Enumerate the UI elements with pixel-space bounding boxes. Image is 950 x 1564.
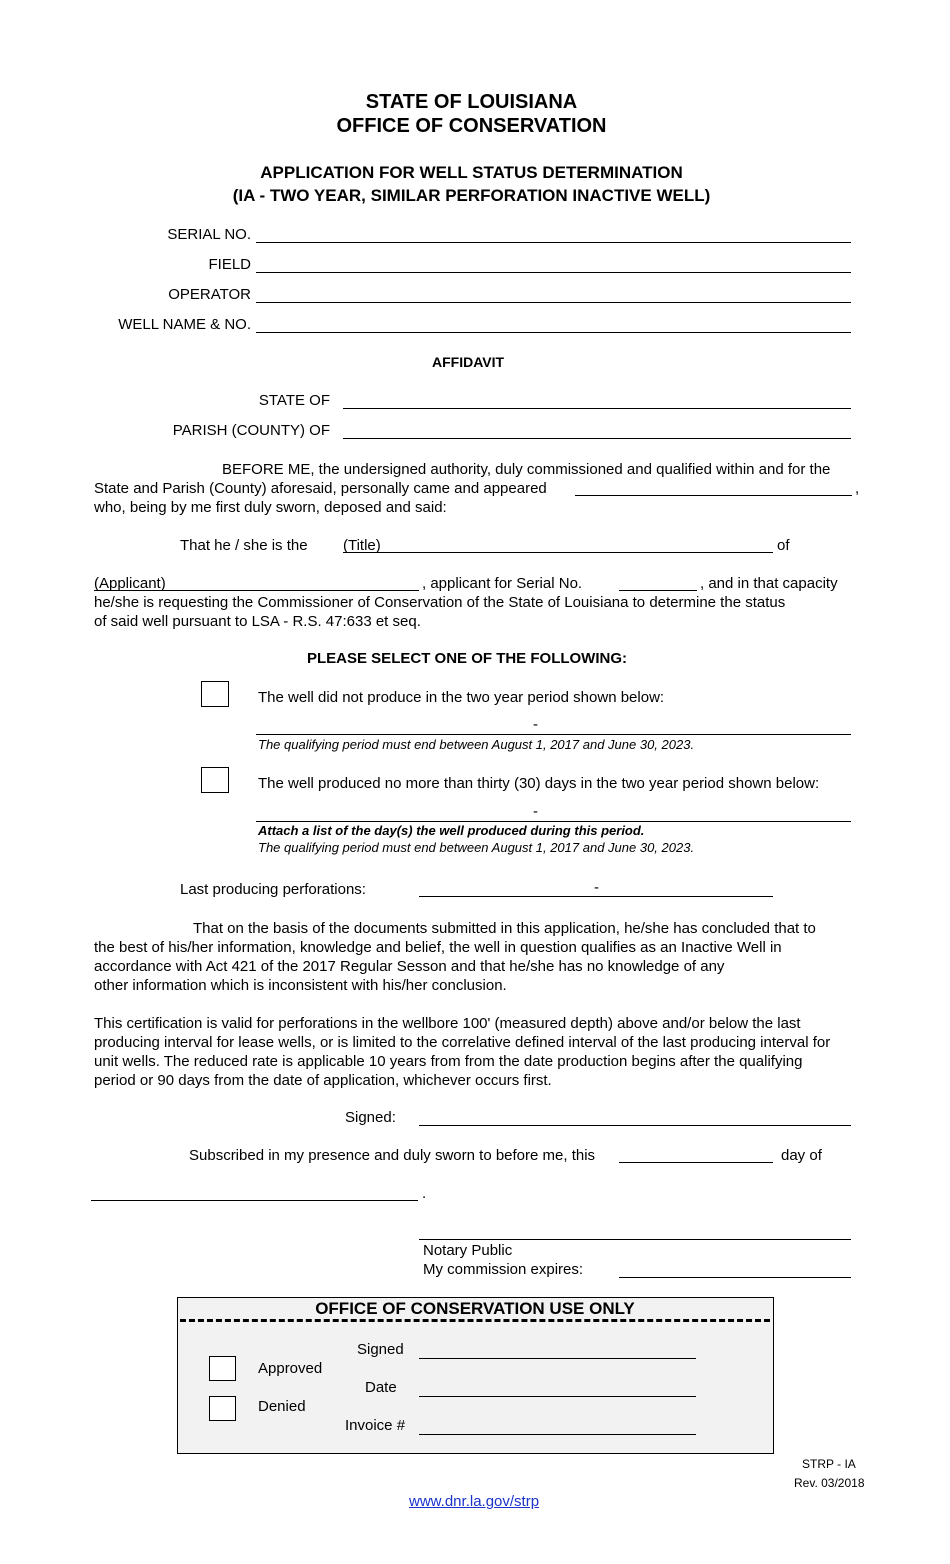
that-label: That he / she is the (180, 537, 308, 554)
applicant-placeholder: (Applicant) (94, 575, 166, 592)
perforations-dash: - (594, 879, 599, 896)
conclusion-line2: the best of his/her information, knowledge and belief, the well in question qualifies as an Inactive Well in (94, 939, 782, 956)
serial-label: SERIAL NO. (167, 226, 251, 243)
option1-text: The well did not produce in the two year period shown below: (258, 689, 665, 706)
agency-title (0, 90, 943, 138)
revision-date: Rev. 03/2018 (794, 1476, 865, 1490)
invoice-label: Invoice # (345, 1417, 406, 1434)
signed-field[interactable] (419, 1125, 851, 1126)
applicant-for-label: , applicant for Serial No. (422, 575, 583, 592)
option2-attach-note: Attach a list of the day(s) the well produced during this period. (258, 823, 645, 838)
form-title (0, 161, 943, 207)
notary-signature-field[interactable] (419, 1239, 851, 1240)
notary-label: Notary Public (423, 1242, 513, 1259)
dashed-divider (180, 1319, 770, 1322)
parish-field[interactable] (343, 438, 851, 439)
state-heading: STATE OF LOUISIANA (365, 91, 578, 113)
serial-field[interactable] (256, 242, 851, 243)
option2-period-dash: - (533, 803, 538, 820)
denied-checkbox[interactable] (209, 1396, 236, 1421)
certification-line2: producing interval for lease wells, or is limited to the correlative defined interval of the last producing interval for (94, 1034, 831, 1051)
office-signed-label: Signed (357, 1341, 404, 1358)
office-signed-field[interactable] (419, 1358, 696, 1359)
state-field[interactable] (343, 408, 851, 409)
affidavit-heading: AFFIDAVIT (432, 354, 505, 370)
office-use-box (177, 1297, 774, 1454)
signed-label: Signed: (345, 1109, 396, 1126)
office-date-field[interactable] (419, 1396, 696, 1397)
day-field[interactable] (619, 1162, 773, 1163)
option2-text: The well produced no more than thirty (30) days in the two year period shown below: (258, 775, 820, 792)
of-label: of (777, 537, 790, 554)
commission-field[interactable] (619, 1277, 851, 1278)
request-line2: of said well pursuant to LSA - R.S. 47:633 et seq. (94, 613, 421, 630)
certification-line4: period or 90 days from the date of application, whichever occurs first. (94, 1072, 552, 1089)
field-label: FIELD (208, 256, 251, 273)
option2-checkbox[interactable] (201, 767, 229, 793)
option1-checkbox[interactable] (201, 681, 229, 707)
select-heading: PLEASE SELECT ONE OF THE FOLLOWING: (307, 650, 628, 667)
field-field[interactable] (256, 272, 851, 273)
option2-note: The qualifying period must end between August 1, 2017 and June 30, 2023. (258, 840, 695, 855)
form-title-line2: (IA - TWO YEAR, SIMILAR PERFORATION INACTIVE WELL) (232, 186, 711, 205)
commission-label: My commission expires: (423, 1261, 584, 1278)
certification-line3: unit wells. The reduced rate is applicable 10 years from from the date production begins after the qualifying (94, 1053, 803, 1070)
month-year-field[interactable] (91, 1200, 418, 1201)
office-use-heading: OFFICE OF CONSERVATION USE ONLY (315, 1299, 635, 1318)
approved-checkbox[interactable] (209, 1356, 236, 1381)
option1-period-dash: - (533, 716, 538, 733)
title-placeholder: (Title) (343, 537, 381, 554)
dnr-website-link[interactable]: www.dnr.la.gov/strp (409, 1493, 540, 1510)
option2-period-field[interactable] (256, 821, 851, 822)
well-name-field[interactable] (256, 332, 851, 333)
denied-label: Denied (258, 1398, 306, 1415)
conclusion-line4: other information which is inconsistent with his/her conclusion. (94, 977, 507, 994)
certification-line1: This certification is valid for perforations in the wellbore 100' (measured depth) above and/or below the last (94, 1015, 801, 1032)
office-heading: OFFICE OF CONSERVATION (336, 115, 607, 137)
office-date-label: Date (365, 1379, 397, 1396)
appeared-name-field[interactable] (575, 495, 852, 496)
parish-label: PARISH (COUNTY) OF (172, 422, 330, 439)
perforations-label: Last producing perforations: (180, 881, 366, 898)
applicant-field[interactable] (94, 590, 419, 591)
well-name-label: WELL NAME & NO. (118, 316, 251, 333)
option1-period-field[interactable] (256, 734, 851, 735)
before-me-line1: BEFORE ME, the undersigned authority, duly commissioned and qualified within and for the (222, 461, 831, 478)
state-label: STATE OF (258, 392, 330, 409)
approved-label: Approved (258, 1360, 323, 1377)
conclusion-line1: That on the basis of the documents submitted in this application, he/she has concluded that to (193, 920, 816, 937)
request-line1: he/she is requesting the Commissioner of Conservation of the State of Louisiana to determine the status (94, 594, 786, 611)
capacity-label: , and in that capacity (700, 575, 838, 592)
operator-field[interactable] (256, 302, 851, 303)
invoice-field[interactable] (419, 1434, 696, 1435)
serial-no-field[interactable] (619, 590, 697, 591)
comma: , (855, 480, 860, 497)
form-id: STRP - IA (802, 1457, 856, 1471)
title-field[interactable] (343, 552, 773, 553)
option1-note: The qualifying period must end between August 1, 2017 and June 30, 2023. (258, 737, 695, 752)
subscribed-text: Subscribed in my presence and duly sworn to before me, this (189, 1147, 596, 1164)
before-me-line3: who, being by me first duly sworn, deposed and said: (94, 499, 447, 516)
before-me-line2: State and Parish (County) aforesaid, personally came and appeared (94, 480, 547, 497)
day-of-label: day of (781, 1147, 822, 1164)
conclusion-line3: accordance with Act 421 of the 2017 Regular Sesson and that he/she has no knowledge of any (94, 958, 725, 975)
form-title-line1: APPLICATION FOR WELL STATUS DETERMINATION (260, 163, 683, 182)
perforations-field[interactable] (419, 896, 773, 897)
period-mark: . (422, 1185, 427, 1202)
operator-label: OPERATOR (168, 286, 251, 303)
